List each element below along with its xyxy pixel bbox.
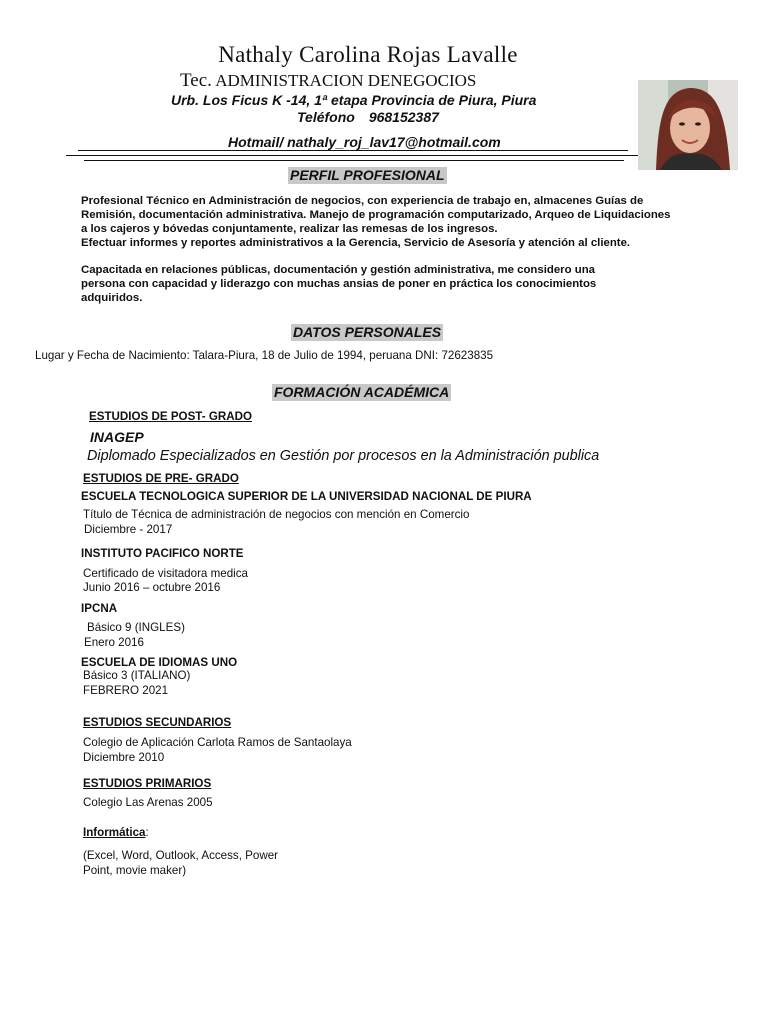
perfil-line: Efectuar informes y reportes administrativos a la Gerencia, Servicio de Asesoría y atención al cliente. <box>81 237 631 249</box>
secundarios-fecha: Diciembre 2010 <box>83 751 165 764</box>
career-name: ADMINISTRACION DENEGOCIOS <box>215 71 477 90</box>
profile-photo <box>638 80 738 170</box>
section-title-formacion: FORMACIÓN ACADÉMICA <box>274 384 450 400</box>
escuela-fecha: Diciembre - 2017 <box>84 523 173 536</box>
ipcna-fecha: Enero 2016 <box>84 636 144 649</box>
email: Hotmail/ nathaly_roj_lav17@hotmail.com <box>228 134 501 150</box>
instituto-fecha: Junio 2016 – octubre 2016 <box>83 581 221 594</box>
informatica-line: (Excel, Word, Outlook, Access, Power <box>83 849 279 862</box>
perfil-line: a los cajeros y bóvedas conjuntamente, realizar las remesas de los ingresos. <box>81 223 498 235</box>
perfil-paragraph-1 <box>81 194 731 250</box>
postgrado-description: Diplomado Especializados en Gestión por procesos en la Administración publica <box>87 448 600 464</box>
idiomas-name: ESCUELA DE IDIOMAS UNO <box>81 656 238 669</box>
informatica-colon: : <box>145 826 149 839</box>
perfil-line: Capacitada en relaciones públicas, documentación y gestión administrativa, me considero una <box>81 264 595 276</box>
perfil-line: Remisión, documentación administrativa. Manejo de programación computarizado, Arqueo de Liquidaciones <box>81 209 671 221</box>
secundarios-colegio: Colegio de Aplicación Carlota Ramos de Santaolaya <box>83 736 352 749</box>
escuela-name: ESCUELA TECNOLOGICA SUPERIOR DE LA UNIVERSIDAD NACIONAL DE PIURA <box>81 490 532 503</box>
postgrado-label: ESTUDIOS DE POST- GRADO <box>89 410 252 423</box>
ipcna-name: IPCNA <box>81 602 118 615</box>
idiomas-fecha: FEBRERO 2021 <box>83 684 169 697</box>
primarios-colegio: Colegio Las Arenas 2005 <box>83 796 213 809</box>
informatica-label: Informática <box>83 826 146 839</box>
header-divider <box>66 155 638 156</box>
header-divider-secondary <box>84 160 624 161</box>
informatica-line: Point, movie maker) <box>83 863 187 877</box>
email-underline <box>78 150 628 151</box>
idiomas-nivel: Básico 3 (ITALIANO) <box>83 669 191 682</box>
perfil-line: adquiridos. <box>81 292 143 304</box>
address: Urb. Los Ficus K -14, 1ª etapa Provincia de Piura, Piura <box>171 92 537 108</box>
section-title-perfil: PERFIL PROFESIONAL <box>290 167 445 183</box>
career-prefix: Tec. <box>180 70 212 91</box>
instituto-name: INSTITUTO PACIFICO NORTE <box>81 547 244 560</box>
primarios-label: ESTUDIOS PRIMARIOS <box>83 777 212 790</box>
phone-number: 968152387 <box>368 109 439 125</box>
secundarios-label: ESTUDIOS SECUNDARIOS <box>83 716 232 729</box>
postgrado-institution: INAGEP <box>90 429 144 445</box>
perfil-line: persona con capacidad y liderazgo con muchas ansias de poner en práctica los conocimientos <box>81 278 597 290</box>
career-title <box>180 70 476 92</box>
ipcna-nivel: Básico 9 (INGLES) <box>87 621 185 634</box>
escuela-titulo: Título de Técnica de administración de negocios con mención en Comercio <box>83 508 470 521</box>
perfil-line: Profesional Técnico en Administración de negocios, con experiencia de trabajo en, almacenes Guías de <box>81 195 644 207</box>
phone-label: Teléfono <box>297 109 355 125</box>
informatica-heading <box>83 826 149 839</box>
perfil-paragraph-2 <box>81 263 731 305</box>
pregrado-label: ESTUDIOS DE PRE- GRADO <box>83 472 239 485</box>
informatica-tools <box>83 849 278 878</box>
section-title-datos: DATOS PERSONALES <box>293 324 442 340</box>
instituto-certificado: Certificado de visitadora medica <box>83 567 248 580</box>
datos-personales-line: Lugar y Fecha de Nacimiento: Talara-Piura, 18 de Julio de 1994, peruana DNI: 72623835 <box>35 349 494 362</box>
phone-line <box>297 109 439 125</box>
candidate-name: Nathaly Carolina Rojas Lavalle <box>218 42 518 67</box>
